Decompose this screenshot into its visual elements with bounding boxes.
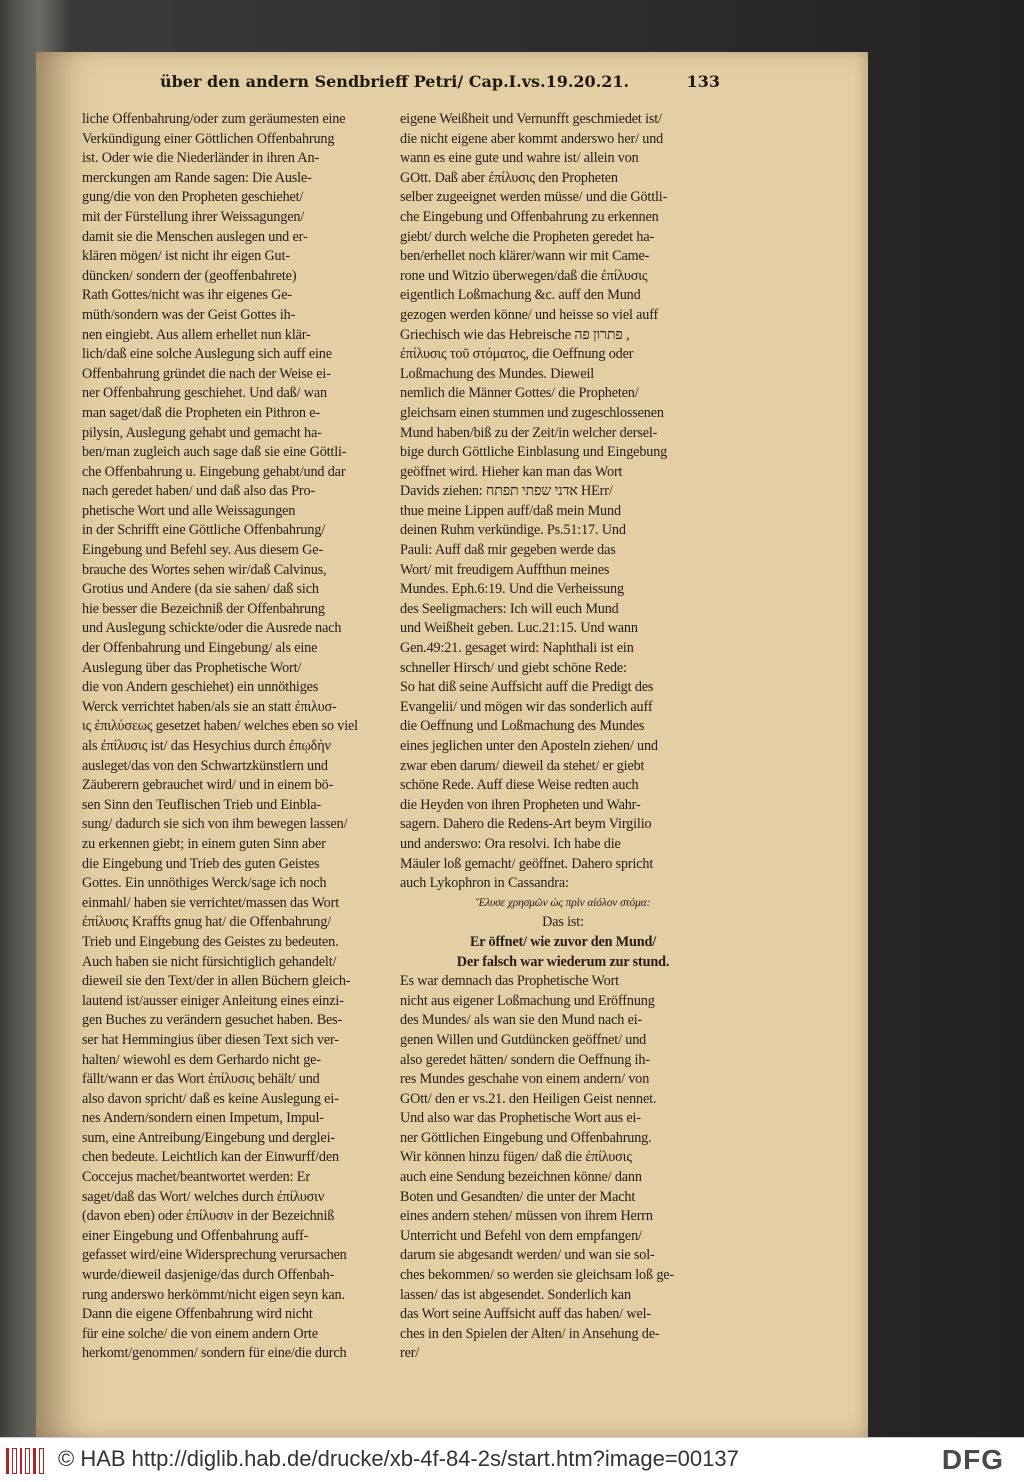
- text-line: gen Buches zu verändern gesuchet haben. Bes-: [82, 1012, 343, 1029]
- text-line: Evangelii/ und mögen wir das sonderlich auff: [400, 698, 653, 715]
- text-line: auch eine Sendung bezeichnen könne/ dann: [400, 1169, 642, 1186]
- text-line: düncken/ sondern der (geoffenbahrete): [82, 267, 297, 284]
- text-line: ner Offenbahrung geschiehet. Und daß/ wan: [82, 385, 327, 402]
- text-line: Es war demnach das Prophetische Wort: [400, 973, 619, 990]
- text-line: Eingebung und Befehl sey. Aus diesem Ge-: [82, 542, 323, 559]
- text-line: nach geredet haben/ und daß also das Pro-: [82, 483, 315, 500]
- text-line: fällt/wann er das Wort ἐπίλυσις behält/ und: [82, 1071, 320, 1088]
- text-line: Und also war das Prophetische Wort aus ei-: [400, 1110, 641, 1127]
- text-line: pilysin, Auslegung gehabt und gemacht ha-: [82, 424, 322, 441]
- text-line: eines andern stehen/ müssen von ihrem Herrn: [400, 1208, 653, 1225]
- text-line: saget/daß das Wort/ welches durch ἐπίλυσιν: [82, 1188, 325, 1205]
- text-line: lautend ist/ausser einiger Anleitung eines einzi-: [82, 992, 344, 1009]
- text-line: und Weißheit geben. Luc.21:15. Und wann: [400, 620, 638, 637]
- text-line: nicht aus eigener Loßmachung und Eröffnung: [400, 992, 655, 1009]
- text-line: ner Göttlichen Eingebung und Offenbahrung.: [400, 1129, 652, 1146]
- text-line: auch Lykophron in Cassandra:: [400, 875, 569, 892]
- text-line: nen eingiebt. Aus allem erhellet nun klär-: [82, 326, 311, 343]
- text-line: rer/: [400, 1345, 420, 1362]
- text-line: Griechisch wie das Hebreische פתרון פה ,: [400, 326, 630, 343]
- text-line: Auslegung über das Prophetische Wort/: [82, 659, 302, 676]
- text-line: sum, eine Antreibung/Eingebung und derglei-: [82, 1129, 335, 1146]
- text-line: ausleget/das von den Schwartzkünstlern und: [82, 757, 328, 774]
- text-line: einer Eingebung und Offenbahrung auff-: [82, 1227, 309, 1244]
- text-line: also davon spricht/ daß es keine Auslegung ei-: [82, 1090, 339, 1107]
- footer-bar: [0, 1437, 1024, 1482]
- text-line: das Wort seine Auffsicht auff das haben/ wel-: [400, 1306, 651, 1323]
- text-line: ben/man zugleich auch sage daß sie eine Göttli-: [82, 444, 347, 461]
- text-line: als ἐπίλυσις ist/ das Hesychius durch ἐπῳδὴν: [82, 738, 331, 754]
- text-line: che Eingebung und Offenbahrung zu erkennen: [400, 208, 659, 225]
- text-line: sen Sinn den Teuflischen Trieb und Einbla-: [82, 796, 322, 813]
- text-line: ches in den Spielen der Alten/ in Ansehung de-: [400, 1325, 660, 1342]
- text-line: Der falsch war wiederum zur stund.: [456, 953, 670, 970]
- text-line: Wir können hinzu fügen/ daß die ἐπίλυσις: [400, 1149, 632, 1166]
- text-line: merckungen am Rande sagen: Die Ausle-: [82, 169, 312, 186]
- text-line: Wort/ mit freudigem Auffthun meines: [400, 561, 610, 578]
- text-line: schöne Rede. Auff diese Weise redten auch: [400, 777, 639, 794]
- dfg-logo: DFG: [941, 1444, 1004, 1475]
- left-text-column: [82, 110, 394, 1364]
- right-text-main: [400, 110, 726, 894]
- text-line: für eine solche/ die von einem andern Orte: [82, 1325, 318, 1342]
- text-line: des Mundes/ als wan sie den Mund nach ei-: [400, 1012, 643, 1029]
- text-line: giebt/ durch welche die Propheten geredet ha-: [400, 228, 655, 245]
- text-line: nemlich die Männer Gottes/ die Propheten/: [400, 385, 639, 402]
- text-line: klären mögen/ ist nicht ihr eigen Gut-: [82, 248, 290, 265]
- text-line: selber zugeeignet werden müsse/ und die Göttli-: [400, 189, 668, 206]
- text-line: bige durch Göttliche Einblasung und Eingebung: [400, 444, 668, 461]
- text-line: die Oeffnung und Loßmachung des Mundes: [400, 718, 645, 735]
- text-line: Mund haben/biß zu der Zeit/in welcher dersel-: [400, 424, 658, 441]
- text-line: damit sie die Menschen auslegen und er-: [82, 228, 308, 245]
- verse-translation: [400, 933, 726, 972]
- text-line: Mundes. Eph.6:19. Und die Verheissung: [400, 581, 624, 598]
- text-line: GOtt/ den er vs.21. den Heiligen Geist nennet.: [400, 1090, 657, 1107]
- right-text-continuation: [400, 972, 726, 1364]
- text-line: Verkündigung einer Göttlichen Offenbahrung: [82, 130, 335, 147]
- text-line: che Offenbahrung u. Eingebung gehabt/und dar: [82, 463, 346, 480]
- text-line: Davids ziehen: אדני שפתי תפתח HErr/: [400, 483, 613, 500]
- text-line: gezogen werden könne/ und heisse so viel auff: [400, 306, 659, 323]
- text-line: hie besser die Bezeichniß der Offenbahrung: [82, 600, 325, 617]
- text-line: sung/ dadurch sie sich von ihm bewegen lassen/: [82, 816, 348, 833]
- text-line: Dann die eigene Offenbahrung wird nicht: [82, 1306, 313, 1323]
- text-line: res Mundes geschahe von einem andern/ von: [400, 1071, 650, 1088]
- text-line: Gen.49:21. gesaget wird: Naphthali ist ein: [400, 640, 634, 657]
- text-line: Werck verrichtet haben/als sie an statt ἐπιλυσ-: [82, 698, 337, 715]
- text-line: wann es eine gute und wahre ist/ allein von: [400, 150, 639, 167]
- text-line: Auch haben sie nicht fürsichtiglich gehandelt/: [82, 953, 337, 970]
- text-line: darum sie abgesandt werden/ und wan sie sol-: [400, 1247, 655, 1264]
- text-line: ἐπίλυσις τοῦ στόματος, die Oeffnung oder: [400, 346, 634, 363]
- text-line: lassen/ das ist abgesendet. Sonderlich kan: [400, 1286, 631, 1303]
- text-line: Trieb und Eingebung des Geistes zu bedeuten.: [82, 933, 339, 950]
- text-line: Mäuler loß gemacht/ geöffnet. Dahero spricht: [400, 855, 654, 872]
- text-line: deinen Ruhm verkündige. Ps.51:17. Und: [400, 522, 626, 539]
- das-ist-label: Das ist:: [542, 914, 584, 931]
- text-line: sagern. Dahero die Redens-Art beym Virgilio: [400, 816, 652, 833]
- text-line: Rath Gottes/nicht was ihr eigenes Ge-: [82, 287, 292, 304]
- text-line: Coccejus machet/beantwortet werden: Er: [82, 1169, 310, 1186]
- text-line: wurde/dieweil dasjenige/das durch Offenbah-: [82, 1267, 335, 1284]
- text-line: die nicht eigene aber kommt anderswo her/ und: [400, 130, 664, 147]
- text-line: lich/daß eine solche Auslegung sich auff eine: [82, 346, 332, 363]
- text-line: zu erkennen giebt; in einem guten Sinn aber: [82, 835, 326, 852]
- text-line: müth/sondern was der Geist Gottes ih-: [82, 306, 296, 323]
- text-line: Zäuberern gebrauchet wird/ und in einem bö-: [82, 777, 334, 794]
- text-line: genen Willen und Gutdüncken geöffnet/ und: [400, 1031, 647, 1048]
- text-line: eines jeglichen unter den Aposteln ziehen/ und: [400, 738, 658, 754]
- text-line: Offenbahrung gründet die nach der Weise ei-: [82, 365, 331, 382]
- text-line: eigene Weißheit und Vernunfft geschmiedet ist/: [400, 111, 662, 127]
- text-line: einmahl/ haben sie verrichtet/massen das Wort: [82, 894, 339, 911]
- text-line: eigentlich Loßmachung &c. auff den Mund: [400, 287, 641, 304]
- text-line: chen bedeute. Leichtlich kan der Einwurff/den: [82, 1149, 339, 1166]
- text-line: thue meine Lippen auff/daß mein Mund: [400, 502, 621, 519]
- right-text-column: [400, 110, 726, 1364]
- text-line: gleichsam einen stummen und zugeschlossenen: [400, 404, 664, 421]
- text-line: liche Offenbahrung/oder zum geräumesten eine: [82, 111, 346, 127]
- text-line: gefasset wird/eine Widersprechung verursachen: [82, 1247, 347, 1264]
- greek-quote: Ἔλυσε χρησμῶν ὡς πρὶν αἰόλον στόμα:: [475, 896, 651, 909]
- text-line: gung/die von den Propheten geschiehet/: [82, 189, 304, 206]
- text-line: Unterricht und Befehl von dem empfangen/: [400, 1227, 642, 1244]
- text-line: ις ἐπιλύσεως gesetzet haben/ welches eben so viel: [82, 718, 358, 735]
- text-line: zwar eben darum/ dieweil da stehet/ er giebt: [400, 757, 645, 774]
- copyright-link[interactable]: © HAB http://diglib.hab.de/drucke/xb-4f-84-2s/start.htm?image=00137: [58, 1446, 739, 1471]
- text-line: die von Andern geschiehet) ein unnöthiges: [82, 679, 319, 696]
- text-line: dieweil sie den Text/der in allen Büchern gleich-: [82, 973, 351, 990]
- text-line: ser hat Hemmingius über diesen Text sich ver-: [82, 1031, 339, 1048]
- text-line: Pauli: Auff daß mir gegeben werde das: [400, 542, 616, 559]
- text-line: und anderswo: Ora resolvi. Ich habe die: [400, 835, 621, 852]
- text-line: in der Schrifft eine Göttliche Offenbahrung/: [82, 522, 326, 539]
- text-line: und Auslegung schickte/oder die Ausrede nach: [82, 620, 342, 637]
- text-line: schneller Hirsch/ und giebt schöne Rede:: [400, 659, 627, 676]
- page-header: [160, 72, 720, 100]
- text-line: des Seeligmachers: Ich will euch Mund: [400, 600, 619, 617]
- page-number: 133: [686, 72, 720, 91]
- text-line: ἐπίλυσις Kraffts gnug hat/ die Offenbahrung/: [82, 914, 331, 931]
- text-line: mit der Fürstellung ihrer Weissagungen/: [82, 208, 305, 225]
- text-line: herkomt/genommen/ sondern für eine/die durch: [82, 1345, 347, 1362]
- running-title: über den andern Sendbrieff Petri/ Cap.I.vs.19.20.21.: [160, 72, 630, 91]
- text-line: brauche des Wortes sehen wir/daß Calvinus,: [82, 561, 327, 578]
- text-line: ist. Oder wie die Niederländer in ihren An-: [82, 150, 320, 167]
- text-line: (davon eben) oder ἐπίλυσιν in der Bezeichniß: [82, 1208, 335, 1225]
- text-line: die Eingebung und Trieb des guten Geistes: [82, 855, 320, 872]
- text-line: Boten und Gesandten/ die unter der Macht: [400, 1188, 636, 1205]
- text-line: Gottes. Ein unnöthiges Werck/sage ich noch: [82, 875, 327, 892]
- text-line: halten/ wiewohl es dem Gerhardo nicht ge-: [82, 1051, 321, 1068]
- text-line: geöffnet wird. Hieher kan man das Wort: [400, 463, 623, 480]
- text-line: rone und Witzio überwegen/daß die ἐπίλυσις: [400, 267, 648, 284]
- text-line: ches bekommen/ so werden sie gleichsam loß ge-: [400, 1267, 675, 1284]
- text-line: So hat diß seine Auffsicht auff die Predigt des: [400, 679, 654, 696]
- text-line: der Offenbahrung und Eingebung/ als eine: [82, 640, 318, 657]
- text-line: die Heyden von ihren Propheten und Wahr-: [400, 796, 641, 813]
- text-line: Grotius und Andere (da sie sahen/ daß sich: [82, 581, 319, 598]
- text-line: also geredet hätten/ sondern die Oeffnung ih-: [400, 1051, 650, 1068]
- text-line: Er öffnet/ wie zuvor den Mund/: [469, 933, 657, 950]
- text-line: man saget/daß die Propheten ein Pithron e-: [82, 404, 320, 421]
- text-line: Loßmachung des Mundes. Dieweil: [400, 365, 595, 382]
- text-line: ben/erhellet noch klärer/wann wir mit Came-: [400, 248, 650, 265]
- text-line: phetische Wort und alle Weissagungen: [82, 502, 296, 519]
- text-line: nes Andern/sondern einen Impetum, Impul-: [82, 1110, 324, 1127]
- text-line: rung anderswo herkömmt/nicht eigen seyn kan.: [82, 1286, 345, 1303]
- text-line: GOtt. Daß aber ἐπίλυσις den Propheten: [400, 169, 618, 186]
- hab-library-logo-icon: [6, 1448, 44, 1474]
